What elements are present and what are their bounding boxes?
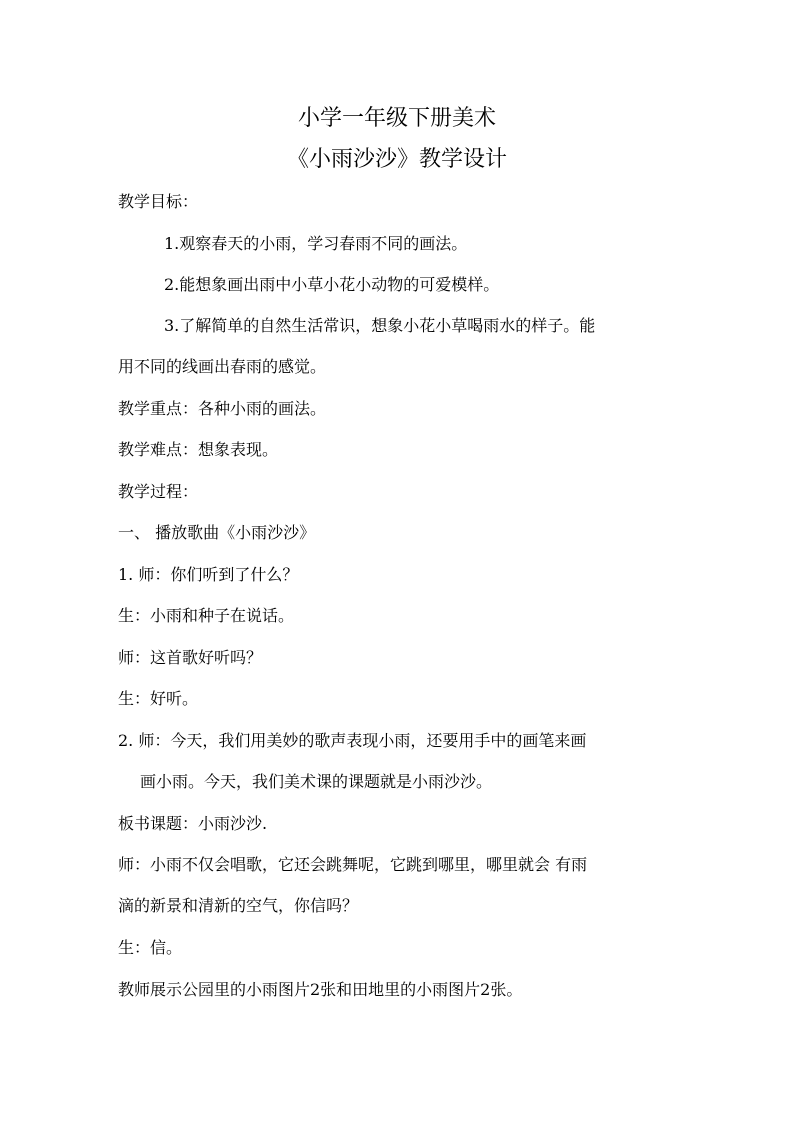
section-key-points: 教学重点：各种小雨的画法。 (118, 399, 327, 418)
section-heading-process: 教学过程： (118, 482, 199, 501)
teacher-action-line: 教师展示公园里的小雨图片2张和田地里的小雨图片2张。 (118, 980, 523, 999)
document-title-line-2: 《小雨沙沙》教学设计 (286, 147, 507, 172)
objective-item: 3.了解简单的自然生活常识，想象小花小草喝雨水的样子。能 (164, 316, 596, 335)
dialogue-line: 师：这首歌好听吗？ (118, 648, 263, 667)
objective-item: 2.能想象画出雨中小草小花小动物的可爱模样。 (164, 275, 500, 294)
dialogue-line: 1. 师：你们听到了什么？ (118, 565, 299, 584)
dialogue-line: 2. 师：今天，我们用美妙的歌声表现小雨，还要用手中的画笔来画 (118, 731, 587, 750)
dialogue-line: 师：小雨不仅会唱歌，它还会跳舞呢，它跳到哪里，哪里就会 有雨 (118, 855, 588, 874)
document-title-line-1: 小学一年级下册美术 (297, 106, 496, 131)
process-step-heading: 一、 播放歌曲《小雨沙沙》 (118, 523, 316, 542)
section-heading-objectives: 教学目标： (118, 192, 199, 211)
objective-item-continued: 用不同的线画出春雨的感觉。 (118, 357, 327, 376)
dialogue-line-continued: 滴的新景和清新的空气，你信吗？ (118, 896, 359, 915)
blackboard-title-line: 板书课题：小雨沙沙. (118, 814, 268, 833)
dialogue-line: 生：信。 (118, 938, 183, 957)
section-difficulties: 教学难点：想象表现。 (118, 440, 279, 459)
dialogue-line: 生：好听。 (118, 689, 199, 708)
dialogue-line-continued: 画小雨。今天，我们美术课的课题就是小雨沙沙。 (140, 772, 493, 791)
objective-item: 1.观察春天的小雨，学习春雨不同的画法。 (164, 234, 468, 253)
dialogue-line: 生：小雨和种子在说话。 (118, 606, 295, 625)
